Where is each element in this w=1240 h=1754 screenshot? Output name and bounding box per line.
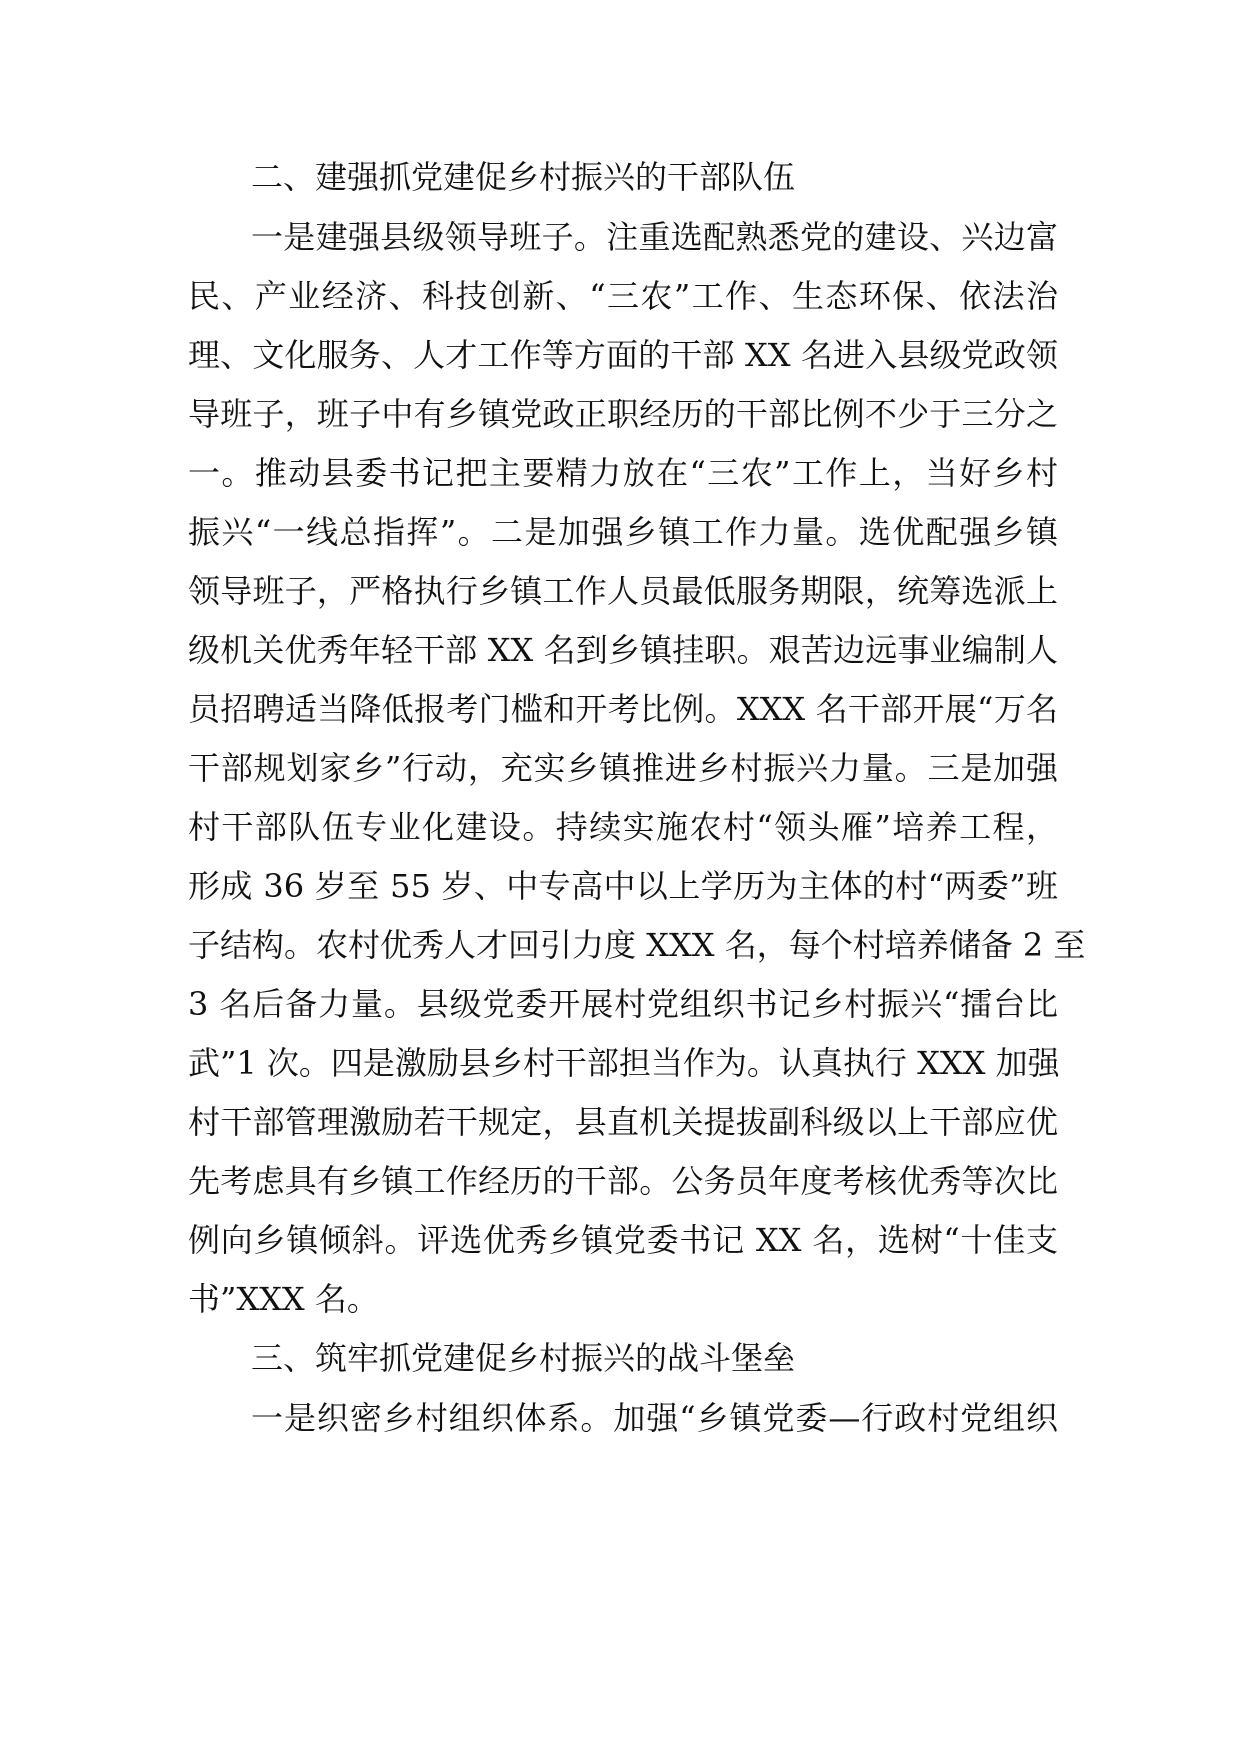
paragraph-line: 书”XXX 名。	[188, 1280, 379, 1318]
paragraph-line: 干部规划家乡”行动，充实乡镇推进乡村振兴力量。三是加强	[188, 749, 1058, 787]
paragraph-line: 民、产业经济、科技创新、“三农”工作、生态环保、依法治	[188, 277, 1058, 315]
paragraph-line: 员招聘适当降低报考门槛和开考比例。XXX 名干部开展“万名	[188, 690, 1058, 728]
paragraph-line: 领导班子，严格执行乡镇工作人员最低服务期限，统筹选派上	[188, 572, 1058, 610]
section-heading: 二、建强抓党建促乡村振兴的干部队伍	[251, 158, 796, 196]
paragraph-line: 一是建强县级领导班子。注重选配熟悉党的建设、兴边富	[251, 218, 1058, 256]
paragraph-line: 村干部管理激励若干规定，县直机关提拔副科级以上干部应优	[188, 1103, 1058, 1141]
paragraph-line: 例向乡镇倾斜。评选优秀乡镇党委书记 XX 名，选树“十佳支	[188, 1221, 1058, 1259]
paragraph-line: 振兴“一线总指挥”。二是加强乡镇工作力量。选优配强乡镇	[188, 513, 1058, 551]
paragraph-line: 3 名后备力量。县级党委开展村党组织书记乡村振兴“擂台比	[188, 985, 1058, 1023]
paragraph-line: 形成 36 岁至 55 岁、中专高中以上学历为主体的村“两委”班	[188, 867, 1058, 905]
paragraph-line: 一。推动县委书记把主要精力放在“三农”工作上，当好乡村	[188, 454, 1058, 492]
paragraph-line: 村干部队伍专业化建设。持续实施农村“领头雁”培养工程，	[188, 808, 1058, 846]
section-heading: 三、筑牢抓党建促乡村振兴的战斗堡垒	[251, 1339, 796, 1377]
paragraph-line: 一是织密乡村组织体系。加强“乡镇党委—行政村党组织	[251, 1399, 1058, 1437]
paragraph-line: 先考虑具有乡镇工作经历的干部。公务员年度考核优秀等次比	[188, 1162, 1058, 1200]
paragraph-line: 导班子，班子中有乡镇党政正职经历的干部比例不少于三分之	[188, 395, 1058, 433]
paragraph-line: 子结构。农村优秀人才回引力度 XXX 名，每个村培养储备 2 至	[188, 926, 1086, 964]
paragraph-line: 级机关优秀年轻干部 XX 名到乡镇挂职。艰苦边远事业编制人	[188, 631, 1058, 669]
paragraph-line: 武”1 次。四是激励县乡村干部担当作为。认真执行 XXX 加强	[188, 1044, 1060, 1082]
paragraph-line: 理、文化服务、人才工作等方面的干部 XX 名进入县级党政领	[188, 336, 1058, 374]
